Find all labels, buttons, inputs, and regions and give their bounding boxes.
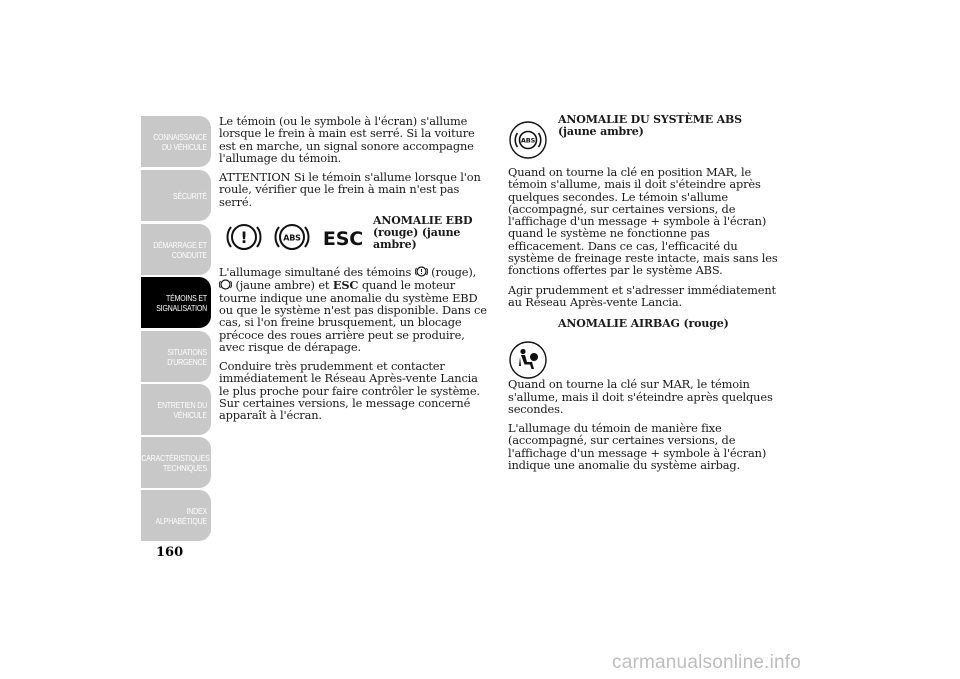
tab-index-alphabetique[interactable] [141, 490, 211, 541]
abs-section-header [508, 114, 783, 166]
brake-warning-icon [225, 218, 263, 256]
text-run: quand le moteur tourne indique une anomalie du système EBD ou que le système n'est pas disponible. Dans ce cas, si l'on freine brusquement, un blocage précoce des roues arrière peut se produire, avec risque de dérapage. [219, 278, 487, 354]
heading-part: (jaune [421, 226, 461, 240]
page-number: 160 [156, 545, 184, 560]
esc-warning-icon [323, 218, 363, 256]
tab-label: SÉCURITÉ [173, 190, 207, 201]
tab-securite[interactable] [141, 170, 211, 221]
abs-warning-icon [219, 278, 232, 291]
tab-label: CARACTÉRISTIQUES TECHNIQUES [141, 452, 210, 473]
tab-temoins-et-signalisation[interactable] [141, 277, 211, 328]
text-column-right [508, 114, 783, 478]
heading-part: (jaune ambre) [558, 125, 644, 138]
paragraph: Quand on tourne la clé en position MAR, le témoin s'allume, mais il doit s'éteindre après quelques secondes. Le témoin s'allume (accompagné, sur certaines versions, de l'affichage d'un message + symbole à l'écran) quand le système ne fonctionne pas efficacement. Dans ce cas, l'efficacité du système de freinage reste intacte, mais sans les fonctions offertes par le système ABS. [508, 165, 778, 278]
tab-situations-d-urgence[interactable] [141, 331, 211, 382]
heading-part: ANOMALIE EBD [373, 214, 473, 228]
airbag-heading: ANOMALIE AIRBAG (rouge) [558, 317, 729, 331]
watermark: carmanualsonline.info [612, 652, 802, 673]
paragraph: Le témoin (ou le symbole à l'écran) s'allume lorsque le frein à main est serré. Si la voiture est en marche, un signal sonore accompagne l'allumage du témoin. [219, 114, 475, 165]
paragraph: L'allumage du témoin de manière fixe (accompagné, sur certaines versions, de l'affichage d'un message + symbole à l'écran) indique une anomalie du système airbag. [508, 421, 767, 473]
text-run: (jaune ambre) et [235, 278, 330, 293]
abs-icon-glyph: ABS [520, 136, 536, 145]
text-run: (rouge), [431, 265, 477, 280]
tab-connaissance-du-vehicule[interactable] [141, 116, 211, 167]
abs-icon-glyph: ABS [283, 233, 301, 243]
esc-label: ESC [332, 278, 359, 293]
heading-part: ambre [373, 238, 412, 252]
paragraph: Conduire très prudemment et contacter immédiatement le Réseau Après-vente Lancia le plus proche pour faire contrôler le système. Sur certaines versions, le message concerné apparaît à l'écran. [219, 359, 480, 423]
heading-part: (rouge) [373, 226, 419, 240]
ebd-warning-row [219, 215, 491, 265]
brake-icon-glyph: ! [240, 228, 248, 248]
esc-icon-glyph: ESC [323, 228, 363, 251]
ebd-heading [373, 215, 493, 251]
paragraph: Quand on tourne la clé sur MAR, le témoin s'allume, mais il doit s'éteindre après quelques secondes. [508, 377, 773, 416]
tab-label: INDEX ALPHABÉTIQUE [155, 505, 207, 526]
tab-label: ENTRETIEN DU VÉHICULE [157, 399, 207, 420]
tab-label: TÉMOINS ET SIGNALISATION [156, 292, 207, 313]
tab-label: SITUATIONS D'URGENCE [167, 346, 207, 367]
heading-part: ANOMALIE DU SYSTÈME ABS [558, 113, 742, 126]
paragraph: ATTENTION Si le témoin s'allume lorsque l'on roule, vérifier que le frein à main n'est pas serré. [219, 170, 481, 209]
text-run: L'allumage simultané des témoins [219, 265, 412, 280]
paragraph: Agir prudemment et s'adresser immédiatement au Réseau Après-vente Lancia. [508, 282, 776, 309]
heading-part: ) [411, 238, 417, 252]
text-column-left [219, 115, 491, 429]
tab-label: CONNAISSANCE DU VÉHICULE [153, 131, 207, 152]
abs-warning-icon [508, 120, 548, 160]
abs-heading [558, 114, 778, 138]
abs-warning-icon [273, 218, 311, 256]
tab-label: DÉMARRAGE ET CONDUITE [153, 239, 207, 260]
tab-entretien-du-vehicule[interactable] [141, 384, 211, 435]
airbag-warning-icon [508, 340, 548, 380]
paragraph [219, 265, 491, 353]
brake-warning-icon [415, 265, 428, 278]
tab-demarrage-et-conduite[interactable] [141, 224, 211, 275]
airbag-section-header [508, 318, 783, 378]
tab-caracteristiques-techniques[interactable] [141, 437, 211, 488]
